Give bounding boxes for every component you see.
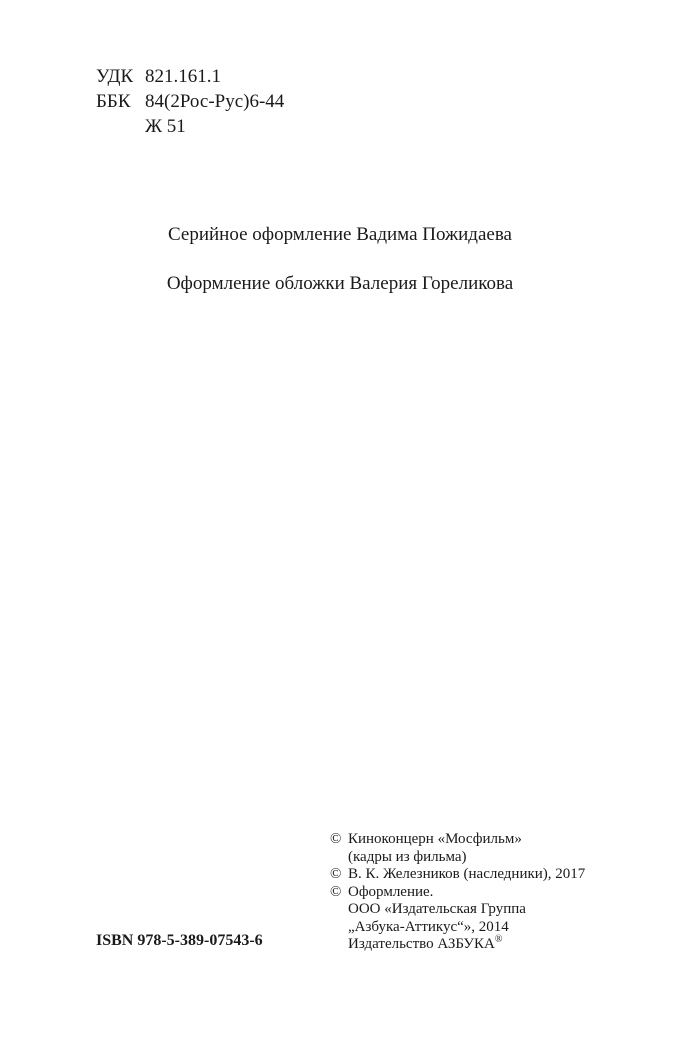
copyright-symbol: © <box>330 831 342 847</box>
udk-value: 821.161.1 <box>145 66 221 87</box>
copyright-line: Киноконцерн «Мосфильм» <box>348 831 522 847</box>
udk-label: УДК <box>96 66 134 87</box>
copyright-block <box>330 831 585 954</box>
udk-row <box>96 64 284 89</box>
copyright-entry-studio <box>330 831 585 866</box>
design-credits <box>0 222 680 296</box>
copyright-entry-design <box>330 884 585 954</box>
isbn: ISBN 978-5-389-07543-6 <box>96 932 263 949</box>
classification-block <box>96 64 284 139</box>
copyright-line: (кадры из фильма) <box>348 848 467 865</box>
publisher-line <box>348 936 526 954</box>
bbk-row <box>96 89 284 114</box>
registered-trademark-mark: ® <box>494 934 503 945</box>
bbk-value: 84(2Рос-Рус)6-44 <box>145 91 285 112</box>
copyright-symbol: © <box>330 883 342 900</box>
copyright-line: В. К. Железников (наследники), 2017 <box>348 866 586 882</box>
copyright-line: ООО «Издательская Группа <box>348 901 526 917</box>
copyright-symbol: © <box>330 866 342 882</box>
copyright-line: Оформление. <box>348 883 434 900</box>
copyright-line: „Азбука-Аттикус“», 2014 <box>348 918 509 935</box>
author-mark: Ж 51 <box>145 116 186 137</box>
author-mark-row <box>96 114 284 139</box>
series-design-credit: Серийное оформление Вадима Пожидаева <box>168 224 512 245</box>
publisher-name: Издательство АЗБУКА <box>348 936 495 952</box>
cover-design-credit: Оформление обложки Валерия Гореликова <box>166 273 514 294</box>
bbk-label: ББК <box>96 91 131 112</box>
copyright-entry-author <box>330 866 585 884</box>
